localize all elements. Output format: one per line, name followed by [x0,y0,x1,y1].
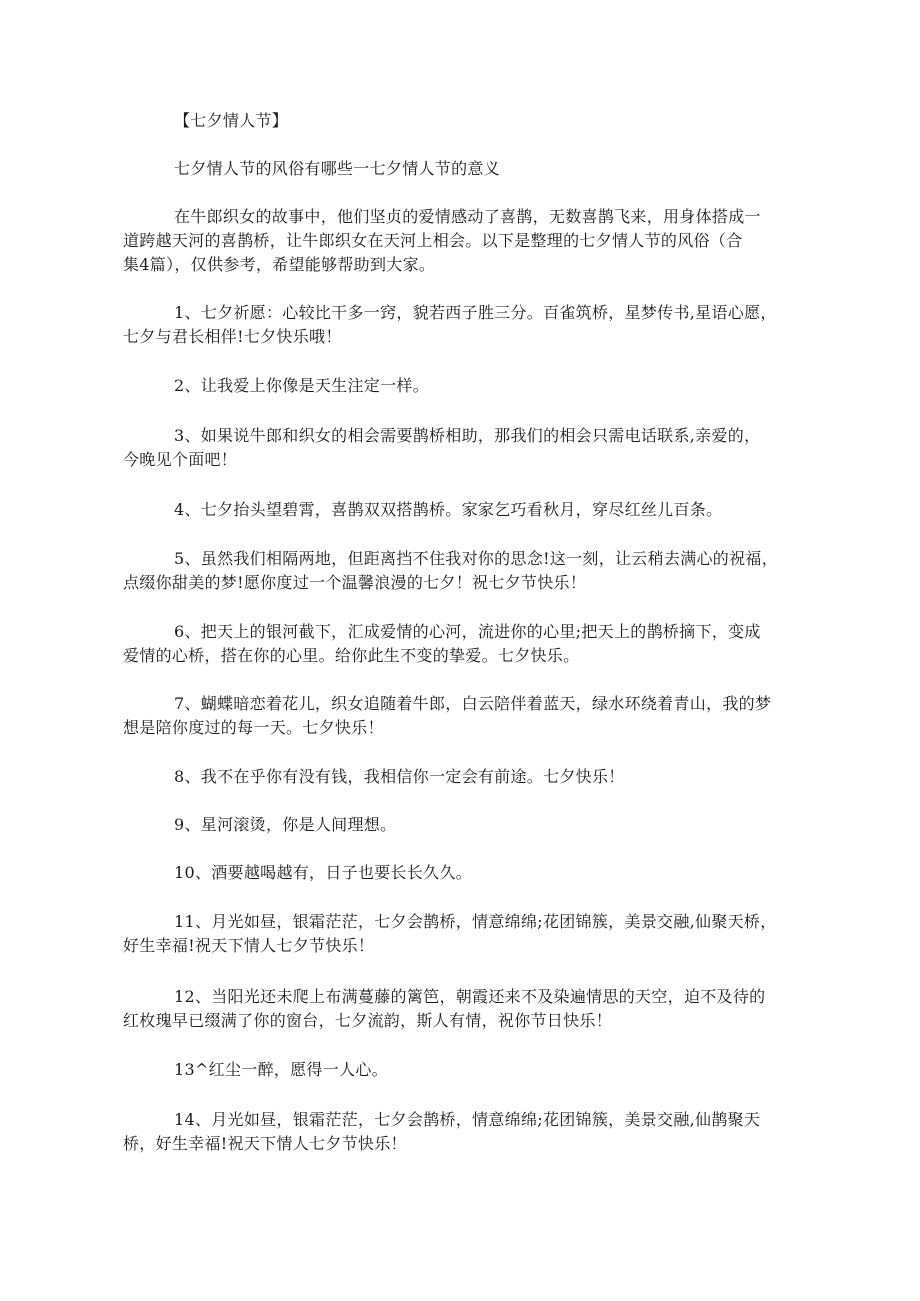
list-item-3-line-1: 3、如果说牛郎和织女的相会需要鹊桥相助，那我们的相会只需电话联系,亲爱的， [174,426,761,445]
list-item-8: 8、我不在乎你有没有钱，我相信你一定会有前途。七夕快乐！ [174,767,625,786]
page-title: 【七夕情人节】 [174,111,289,130]
list-item-14-line-1: 14、月光如昼，银霜茫茫，七夕会鹊桥，情意绵绵;花团锦簇，美景交融,仙鹊聚天 [174,1110,761,1129]
intro-line: 集4篇），仅供参考，希望能够帮助到大家。 [123,255,436,274]
list-item-12-line-2: 红枚瑰早已缀满了你的窗台，七夕流韵，斯人有情，祝你节日快乐！ [123,1011,613,1030]
intro-line: 道跨越天河的喜鹊桥，让牛郎织女在天河上相会。以下是整理的七夕情人节的风俗（合 [123,231,743,250]
list-item-3-line-2: 今晚见个面吧！ [123,450,238,469]
page-subtitle: 七夕情人节的风俗有哪些一七夕情人节的意义 [174,159,501,178]
list-item-1-line-1: 1、七夕祈愿：心较比干多一窍，貌若西子胜三分。百雀筑桥，星梦传书,星语心愿， [174,303,777,322]
intro-line: 在牛郎织女的故事中，他们坚贞的爱情感动了喜鹊，无数喜鹊飞来，用身体搭成一 [174,207,761,226]
list-item-2: 2、让我爱上你像是天生注定一样。 [174,376,429,395]
list-item-6-line-1: 6、把天上的银河截下，汇成爱情的心河，流进你的心里;把天上的鹊桥摘下，变成 [174,622,761,641]
list-item-4: 4、七夕抬头望碧霄，喜鹊双双搭鹊桥。家家乞巧看秋月，穿尽红丝儿百条。 [174,500,723,519]
list-item-5-line-2: 点缀你甜美的梦!愿你度过一个温馨浪漫的七夕！祝七夕节快乐！ [123,573,587,592]
list-item-7-line-2: 想是陪你度过的每一天。七夕快乐！ [123,718,384,737]
list-item-11-line-2: 好生幸福!祝天下情人七夕节快乐！ [123,936,375,955]
list-item-9: 9、星河滚烫，你是人间理想。 [174,815,397,834]
list-item-14-line-2: 桥，好生幸福!祝天下情人七夕节快乐！ [123,1134,407,1153]
list-item-10: 10、酒要越喝越有，日子也要长长久久。 [174,863,473,882]
list-item-1-line-2: 七夕与君长相伴!七夕快乐哦！ [123,327,342,346]
list-item-13: 13^红尘一醉，愿得一人心。 [174,1060,388,1079]
list-item-11-line-1: 11、月光如昼，银霜茫茫，七夕会鹊桥，情意绵绵;花团锦簇，美景交融,仙聚天桥， [174,912,777,931]
list-item-5-line-1: 5、虽然我们相隔两地，但距离挡不住我对你的思念!这一刻，让云稍去满心的祝福， [174,549,779,568]
list-item-6-line-2: 爱情的心桥，搭在你的心里。给你此生不变的挚爱。七夕快乐。 [123,646,580,665]
list-item-7-line-1: 7、蝴蝶暗恋着花儿，织女追随着牛郎，白云陪伴着蓝天，绿水环绕着青山，我的梦 [174,694,772,713]
list-item-12-line-1: 12、当阳光还未爬上布满蔓藤的篱笆，朝霞还来不及染遍情思的天空，迫不及待的 [174,987,766,1006]
